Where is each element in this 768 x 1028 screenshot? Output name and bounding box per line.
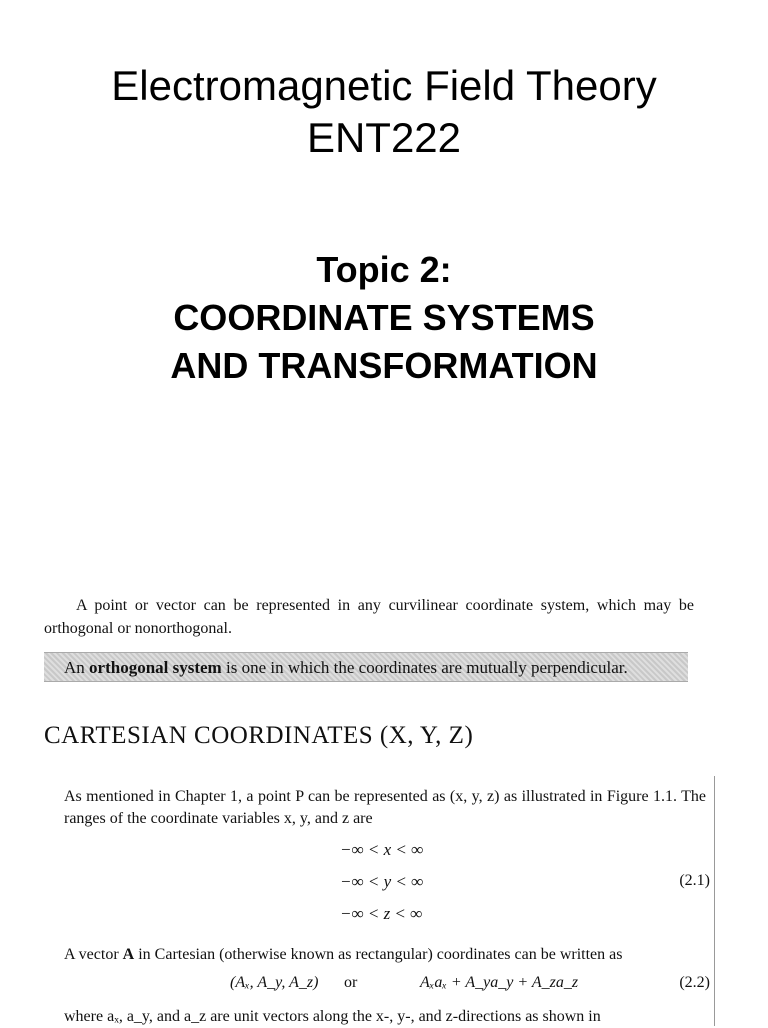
equation-or: or — [344, 974, 358, 991]
para2-prefix: A vector — [64, 946, 123, 963]
equation-expression: −∞ < x < ∞ — [340, 840, 424, 859]
equation-components: (Aₓ, A_y, A_z) — [230, 974, 319, 991]
equation-number: (2.2) — [679, 974, 710, 991]
topic-number: Topic 2: — [316, 249, 452, 290]
intro-paragraph: A point or vector can be represented in any curvilinear coordinate system, which may be orthogonal or nonorthogonal. — [44, 597, 694, 637]
section-heading: CARTESIAN COORDINATES (X, Y, Z) — [44, 722, 474, 749]
paragraph-unit-vectors: where aₓ, a_y, and a_z are unit vectors along the x-, y-, and z-directions as shown in — [64, 1008, 601, 1025]
highlight-suffix: is one in which the coordinates are mutually perpendicular. — [221, 658, 628, 677]
paragraph-vector — [64, 944, 706, 966]
para2-suffix: in Cartesian (otherwise known as rectangular) coordinates can be written as — [134, 946, 623, 963]
title-block — [0, 60, 768, 164]
course-title: Electromagnetic Field Theory — [111, 62, 657, 109]
equation-unit-vector-sum: Aₓaₓ + A_ya_y + A_za_z — [420, 974, 579, 991]
paragraph-ranges: As mentioned in Chapter 1, a point P can be represented as (x, y, z) as illustrated in Figure 1.1. The ranges of the coordinate variables x, y, and z are — [64, 788, 706, 827]
equation-expression: −∞ < z < ∞ — [340, 904, 423, 923]
highlight-prefix: An — [64, 658, 90, 677]
page-edge-rule — [714, 776, 715, 1026]
topic-title-line2: AND TRANSFORMATION — [170, 345, 598, 386]
topic-title-line1: COORDINATE SYSTEMS — [173, 297, 595, 338]
equation-expression: −∞ < y < ∞ — [340, 872, 424, 891]
course-code: ENT222 — [306, 114, 462, 161]
highlight-bold-term: orthogonal system — [89, 658, 222, 677]
equation-number: (2.1) — [679, 872, 710, 889]
scanned-textbook-excerpt — [0, 590, 768, 1024]
orthogonal-definition-highlight — [44, 652, 688, 682]
topic-block — [0, 246, 768, 390]
vector-symbol: A — [122, 946, 135, 963]
